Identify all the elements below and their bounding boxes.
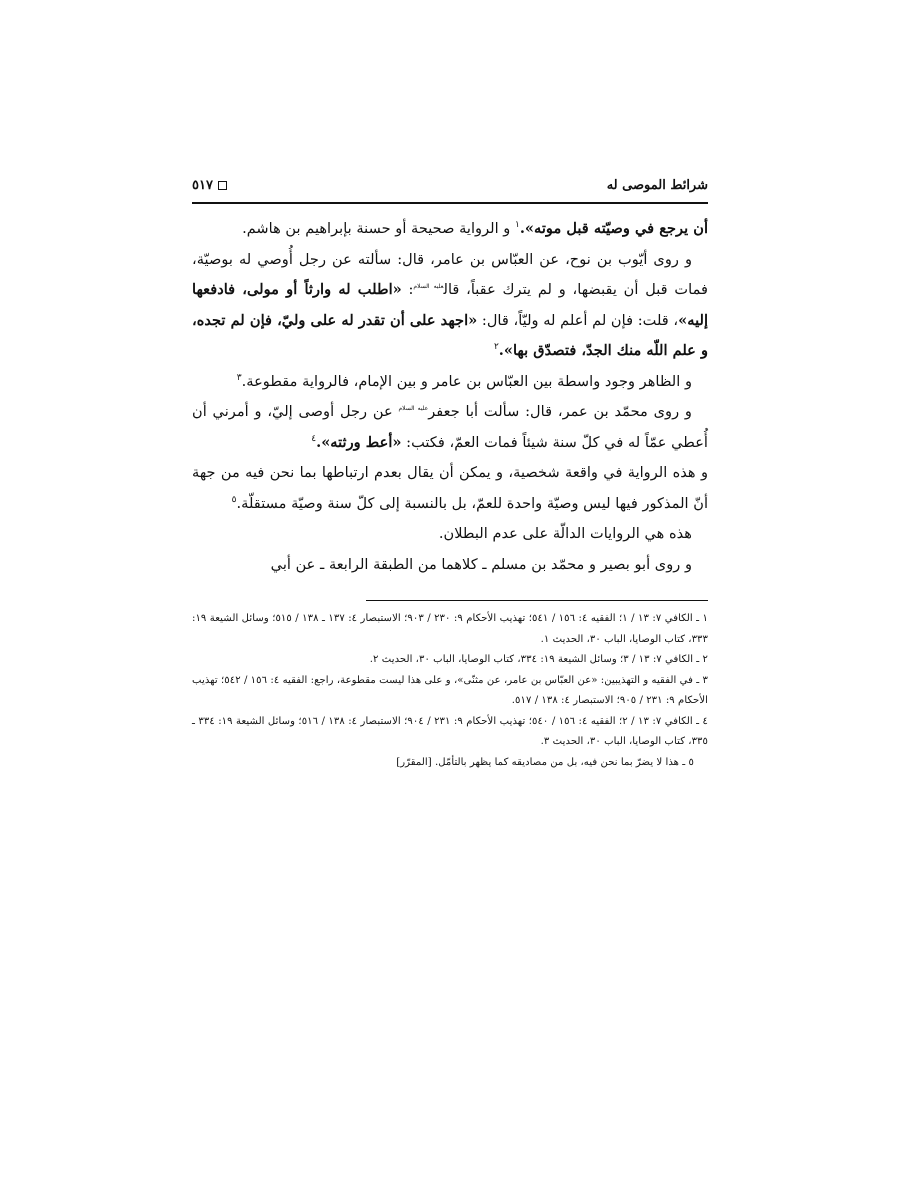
paragraph-text: : — [401, 281, 414, 298]
quote-bold: «اطلب له وارثاً أو مولى، فادفعها إليه» — [192, 281, 709, 329]
quote-bold: «أعط ورثته». — [316, 433, 402, 451]
paragraph-2 — [192, 245, 708, 367]
paragraph-5 — [192, 458, 708, 519]
paragraph-text: ، قلت: فإن لم أعلم له وليّاً، قال: — [477, 311, 679, 329]
footnote-divider — [366, 600, 708, 601]
footnotes — [192, 609, 708, 773]
paragraph-text: و الرواية صحيحة أو حسنة بإبراهيم بن هاشم. — [242, 220, 515, 237]
honorific-mark: عليه السلام — [398, 405, 429, 413]
footnote-ref-3[interactable]: ٣ — [236, 372, 242, 383]
footnote-ref-2[interactable]: ٢ — [493, 342, 499, 353]
square-icon — [218, 181, 227, 190]
main-text — [192, 214, 708, 580]
paragraph-text: و روى أبو بصير و محمّد بن مسلم ـ كلاهما من الطبقة الرابعة ـ عن أبي — [270, 555, 692, 573]
footnote-ref-1[interactable]: ١ — [514, 220, 520, 231]
footnote-3: ٣ ـ في الفقيه و التهذيبين: «عن العبّاس بن عامر، عن مثنّى»، و على هذا ليست مقطوعة، راجع: الفقيه ٤: ١٥٦ / ٥٤٢؛ تهذيب الأحكام ٩: ٢٣١ / ٩٠٥؛ الاستبصار ٤: ١٣٨ / ٥١٧. — [192, 674, 708, 706]
paragraph-text: و روى أيّوب بن نوح، عن العبّاس بن عامر، قال: سألته عن رجل أُوصي له بوصيّة، فمات قبل أن يقبضها، و لم يترك عقباً، قال — [192, 250, 708, 298]
quote-bold: أن يرجع في وصيّته قبل موته». — [519, 220, 708, 237]
paragraph-1 — [192, 214, 708, 245]
paragraph-text: و روى محمّد بن عمر، قال: سألت أبا جعفر — [428, 403, 692, 420]
footnote-5: ٥ ـ هذا لا يضرّ بما نحن فيه، بل من مصاديقه كما يظهر بالتأمّل. [المقرّر] — [396, 756, 694, 768]
paragraph-4 — [192, 397, 708, 458]
paragraph-7 — [192, 550, 708, 581]
paragraph-6 — [192, 519, 708, 550]
paragraph-text: و هذه الرواية في واقعة شخصية، و يمكن أن يقال بعدم ارتباطها بما نحن فيه من جهة أنّ المذكور فيها ليس وصيّة واحدة للعمّ، بل بالنسبة إلى كلّ سنة وصيّة مستقلّة. — [192, 464, 708, 512]
quote-bold: «اجهد على أن تقدر له على وليّ، فإن لم تجده، و علم اللّه منك الجدّ، فتصدّق بها». — [192, 311, 708, 359]
footnote-4: ٤ ـ الكافي ٧: ١٣ / ٢؛ الفقيه ٤: ١٥٦ / ٥٤٠؛ تهذيب الأحكام ٩: ٢٣١ / ٩٠٤؛ الاستبصار ٤: ١٣٨ / ٥١٦؛ وسائل الشيعة ١٩: ٣٣٤ ـ ٣٣٥، كتاب الوصايا، الباب ٣٠، الحديث ٣. — [192, 715, 709, 747]
footnote-2: ٢ ـ الكافي ٧: ١٣ / ٣؛ وسائل الشيعة ١٩: ٣٣٤، كتاب الوصايا، الباب ٣٠، الحديث ٢. — [369, 654, 708, 665]
paragraph-3 — [192, 367, 708, 398]
page-number: ٥١٧ — [192, 177, 213, 193]
paragraph-text: و الظاهر وجود واسطة بين العبّاس بن عامر و بين الإمام، فالرواية مقطوعة. — [241, 372, 692, 390]
honorific-mark: عليه السلام — [413, 283, 444, 291]
running-header — [192, 170, 708, 204]
paragraph-text: عن رجل أوصى إليّ، و أمرني أن أُعطي عمّاً له في كلّ سنة شيئاً فمات العمّ، فكتب: — [192, 403, 708, 451]
footnote-1: ١ ـ الكافي ٧: ١٣ / ١؛ الفقيه ٤: ١٥٦ / ٥٤١؛ تهذيب الأحكام ٩: ٢٣٠ / ٩٠٣؛ الاستبصار ٤: ١٣٧ ـ ١٣٨ / ٥١٥؛ وسائل الشيعة ١٩: ٣٣٣، كتاب الوصايا، الباب ٣٠، الحديث ١. — [192, 613, 709, 645]
paragraph-text: هذه هي الروايات الدالّة على عدم البطلان. — [438, 525, 692, 542]
footnote-ref-5[interactable]: ٥ — [231, 494, 237, 505]
page-number-block — [192, 178, 227, 193]
chapter-title: شرائط الموصى له — [606, 177, 708, 193]
footnote-ref-4[interactable]: ٤ — [311, 433, 317, 444]
book-page — [192, 170, 708, 773]
